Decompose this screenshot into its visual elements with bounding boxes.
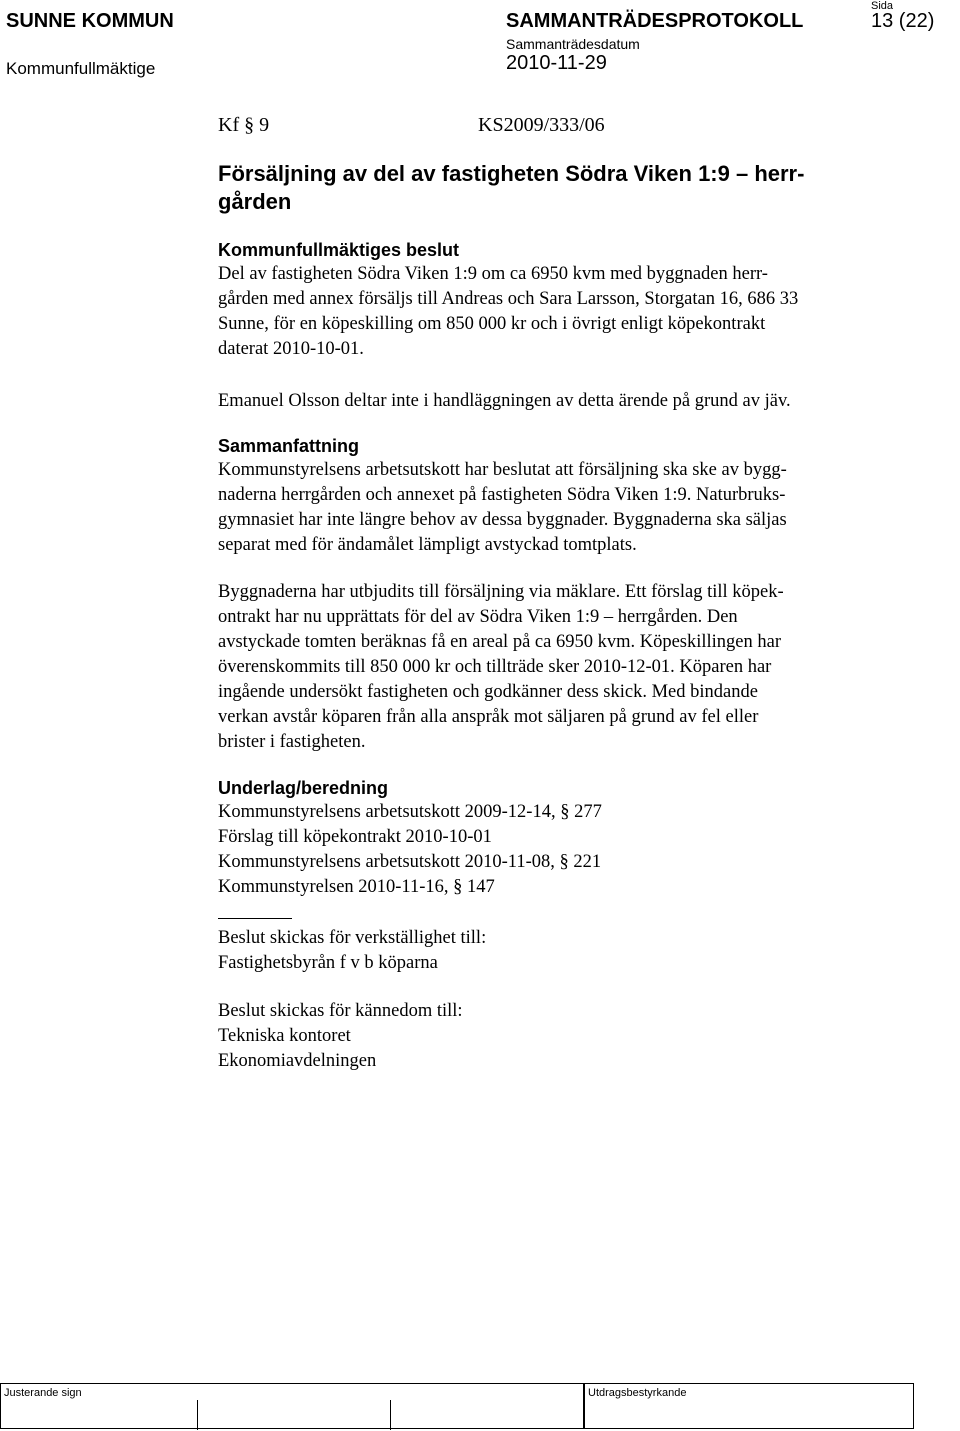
decision-line: Sunne, för en köpeskilling om 850 000 kr och i övrigt enligt köpekontrakt [218,314,766,334]
decision-section [218,238,908,362]
summary-line: överenskommits till 850 000 kr och tillträde sker 2010-12-01. Köparen har [218,657,772,677]
distribution-information-label: Beslut skickas för kännedom till: [218,1001,463,1021]
decision-line: gården med annex försäljs till Andreas och Sara Larsson, Storgatan 16, 686 33 [218,289,799,309]
signature-box-adjusting [0,1383,584,1429]
summary-line: naderna herrgården och annexet på fastigheten Södra Viken 1:9. Naturbruks- [218,485,786,505]
decision-line: daterat 2010-10-01. [218,339,364,359]
summary-line: Kommunstyrelsens arbetsutskott har beslutat att försäljning ska ske av bygg- [218,460,787,480]
title-line-2: gården [218,189,292,214]
body-name: Kommunfullmäktige [6,59,156,78]
distribution-recipient: Fastighetsbyrån f v b köparna [218,953,438,973]
summary-section [218,434,908,558]
distribution-recipient: Tekniska kontoret [218,1026,351,1046]
signature-divider [390,1400,391,1430]
basis-item: Kommunstyrelsen 2010-11-16, § 147 [218,877,495,897]
municipality-name: SUNNE KOMMUN [6,10,174,32]
summary-paragraph-1 [218,458,908,558]
page-number: 13 (22) [871,10,935,32]
paragraph-reference: Kf § 9 [218,114,270,136]
basis-item: Kommunstyrelsens arbetsutskott 2009-12-14, § 277 [218,802,602,822]
summary-line: gymnasiet har inte längre behov av dessa byggnader. Byggnaderna ska säljas [218,510,787,530]
meeting-date: 2010-11-29 [506,52,607,74]
decision-line: Del av fastigheten Södra Viken 1:9 om ca 6950 kvm med byggnaden herr- [218,264,768,284]
basis-item: Förslag till köpekontrakt 2010-10-01 [218,827,492,847]
summary-line: verkan avstår köparen från alla anspråk mot säljaren på grund av fel eller [218,707,759,727]
summary-heading: Sammanfattning [218,436,360,456]
distribution-recipient: Ekonomiavdelningen [218,1051,377,1071]
item-reference-row [218,114,605,137]
summary-line: ingående undersökt fastigheten och godkänner dess skick. Med bindande [218,682,758,702]
signature-label: Justerande sign [4,1387,82,1399]
summary-line: separat med för ändamålet lämpligt avstyckad tomtplats. [218,535,637,555]
case-number: KS2009/333/06 [478,114,605,136]
summary-line: ontrakt har nu upprättats för del av Södra Viken 1:9 – herrgården. Den [218,607,738,627]
certification-label: Utdragsbestyrkande [588,1387,687,1399]
signature-footer [0,1383,914,1429]
item-title [218,160,898,216]
conflict-of-interest-note: Emanuel Olsson deltar inte i handläggningen av detta ärende på grund av jäv. [218,391,791,411]
separator-line [218,918,292,919]
page-label: Sida [871,0,894,12]
basis-section [218,776,908,900]
distribution-execution-label: Beslut skickas för verkställighet till: [218,928,487,948]
basis-heading: Underlag/beredning [218,778,389,798]
summary-line: Byggnaderna har utbjudits till försäljning via mäklare. Ett förslag till köpek- [218,582,784,602]
distribution-execution [218,926,908,976]
decision-heading: Kommunfullmäktiges beslut [218,240,460,260]
summary-line: brister i fastigheten. [218,732,366,752]
title-line-1: Försäljning av del av fastigheten Södra Viken 1:9 – herr- [218,161,805,186]
signature-divider [197,1400,198,1430]
summary-paragraph-2 [218,580,908,755]
basis-item: Kommunstyrelsens arbetsutskott 2010-11-08, § 221 [218,852,602,872]
distribution-information [218,999,908,1074]
document-type: SAMMANTRÄDESPROTOKOLL [506,10,804,32]
summary-line: avstyckade tomten beräknas få en areal på ca 6950 kvm. Köpeskillingen har [218,632,782,652]
meeting-date-label: Sammanträdesdatum [506,36,640,52]
decision-text [218,262,908,362]
signature-box-certifying [584,1383,914,1429]
basis-list [218,800,908,900]
